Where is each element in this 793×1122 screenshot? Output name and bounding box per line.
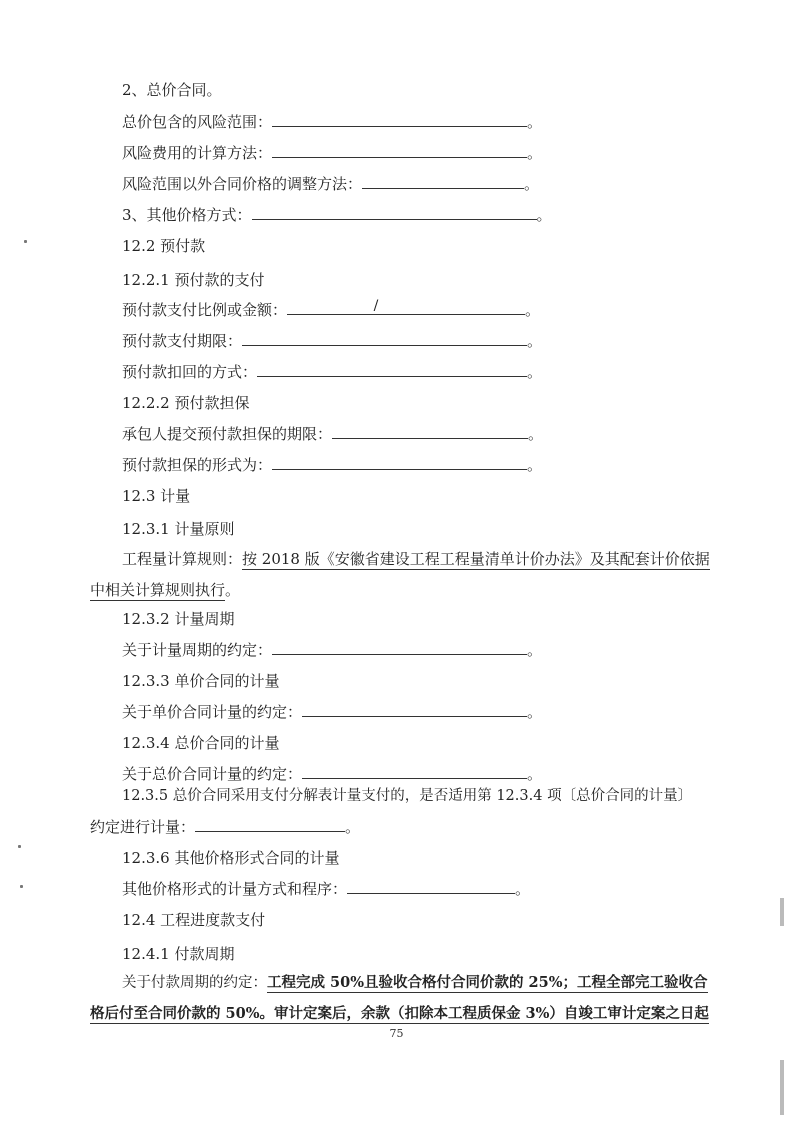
label: 预付款支付比例或金额： xyxy=(122,301,288,319)
field-payment-period xyxy=(122,971,708,995)
clause-12-3-5 xyxy=(122,784,692,808)
scan-edge-mark xyxy=(780,898,784,926)
text: 12.2.2 预付款担保 xyxy=(122,394,250,412)
label: 关于总价合同计量的约定： xyxy=(122,765,303,783)
blank-line xyxy=(302,762,527,779)
label: 关于计量周期的约定： xyxy=(122,641,273,659)
label: 预付款扣回的方式： xyxy=(122,363,258,381)
period: 。 xyxy=(527,765,543,783)
field-measurement-period xyxy=(122,638,542,662)
blank-line xyxy=(272,453,527,470)
blank-line xyxy=(242,329,527,346)
filled-value: 工程完成 50%且验收合格付合同价款的 25%；工程全部完工验收合 xyxy=(267,974,708,991)
field-risk-cost-method xyxy=(122,141,542,165)
heading-12-3 xyxy=(122,484,190,508)
period: 。 xyxy=(536,206,552,224)
scan-speck xyxy=(20,885,23,888)
text: 12.4 工程进度款支付 xyxy=(122,911,266,929)
heading-12-3-2 xyxy=(122,607,234,631)
label: 其他价格形式的计量方式和程序： xyxy=(122,880,348,898)
blank-line xyxy=(257,360,527,377)
period: 。 xyxy=(524,175,540,193)
field-unit-price-measurement xyxy=(122,700,542,724)
text: 12.3.2 计量周期 xyxy=(122,610,235,628)
text: 12.3.3 单价合同的计量 xyxy=(122,672,280,690)
text: 12.4.1 付款周期 xyxy=(122,945,235,963)
period: 。 xyxy=(345,818,361,836)
section-total-price-contract xyxy=(122,78,222,102)
blank-line xyxy=(347,877,515,894)
text: 12.3.4 总价合同的计量 xyxy=(122,734,280,752)
field-guarantee-form xyxy=(122,453,542,477)
period: 。 xyxy=(528,425,544,443)
blank-line xyxy=(272,638,527,655)
field-quantity-rules-cont xyxy=(90,578,240,602)
text: 12.3.5 总价合同采用支付分解表计量支付的，是否适用第 12.3.4 项〔总价合同的计量〕 xyxy=(122,788,693,804)
field-guarantee-period xyxy=(122,422,543,446)
label: 关于单价合同计量的约定： xyxy=(122,703,303,721)
text: 12.3.1 计量原则 xyxy=(122,520,235,538)
scan-speck xyxy=(18,845,21,848)
label: 总价包含的风险范围： xyxy=(122,113,273,131)
blank-line xyxy=(195,815,345,832)
period: 。 xyxy=(527,641,543,659)
field-measurement-applicable xyxy=(90,815,360,839)
filled-value: 按 2018 版《安徽省建设工程工程量清单计价办法》及其配套计价依据 xyxy=(242,550,710,568)
period: 。 xyxy=(525,301,541,319)
field-total-price-measurement xyxy=(122,762,542,786)
period: 。 xyxy=(527,703,543,721)
heading-12-2-2 xyxy=(122,391,249,415)
field-payment-period-cont xyxy=(90,1002,709,1026)
label: 承包人提交预付款担保的期限： xyxy=(122,425,333,443)
period: 。 xyxy=(527,113,543,131)
label: 3、其他价格方式： xyxy=(122,206,252,224)
filled-value: 中相关计算规则执行 xyxy=(90,581,226,599)
blank-line xyxy=(362,172,524,189)
field-advance-ratio xyxy=(122,298,540,322)
heading-12-3-6 xyxy=(122,846,339,870)
heading-12-2 xyxy=(122,234,205,258)
label: 风险范围以外合同价格的调整方法： xyxy=(122,175,363,193)
blank-line xyxy=(332,422,528,439)
field-risk-scope xyxy=(122,110,542,134)
label: 关于付款周期的约定： xyxy=(122,975,267,991)
blank-line xyxy=(272,110,527,127)
scan-speck xyxy=(24,240,27,243)
heading-12-3-4 xyxy=(122,731,279,755)
field-advance-period xyxy=(122,329,542,353)
label: 预付款支付期限： xyxy=(122,332,243,350)
blank-line xyxy=(302,700,527,717)
field-other-measurement xyxy=(122,877,530,901)
field-price-adjust-method xyxy=(122,172,539,196)
period: 。 xyxy=(515,880,531,898)
filled-value: 格后付至合同价款的 50%。审计定案后，余款（扣除本工程质保金 3%）自竣工审计定案之日起 xyxy=(90,1005,709,1022)
period: 。 xyxy=(527,332,543,350)
scan-edge-mark xyxy=(780,1060,784,1115)
period: 。 xyxy=(225,581,241,599)
period: 。 xyxy=(527,144,543,162)
heading-12-3-1 xyxy=(122,517,234,541)
text: 12.3.6 其他价格形式合同的计量 xyxy=(122,849,340,867)
page-number: 75 xyxy=(389,1027,404,1040)
heading-12-4 xyxy=(122,908,265,932)
text: 12.3 计量 xyxy=(122,487,191,505)
period: 。 xyxy=(527,456,543,474)
heading-12-2-1 xyxy=(122,268,264,292)
heading-12-4-1 xyxy=(122,942,234,966)
label: 工程量计算规则： xyxy=(122,550,243,568)
label: 约定进行计量： xyxy=(90,818,196,836)
heading-12-3-3 xyxy=(122,669,279,693)
field-quantity-rules xyxy=(122,547,710,571)
field-other-price-method xyxy=(122,203,552,227)
field-advance-deduct xyxy=(122,360,542,384)
blank-line xyxy=(272,141,527,158)
label: 预付款担保的形式为： xyxy=(122,456,273,474)
blank-line xyxy=(252,203,537,220)
text: 12.2 预付款 xyxy=(122,237,206,255)
text: 12.2.1 预付款的支付 xyxy=(122,271,265,289)
label: 风险费用的计算方法： xyxy=(122,144,273,162)
blank-line xyxy=(287,298,525,315)
text: 2、总价合同。 xyxy=(122,81,222,99)
fill-value: / xyxy=(373,298,379,314)
period: 。 xyxy=(527,363,543,381)
